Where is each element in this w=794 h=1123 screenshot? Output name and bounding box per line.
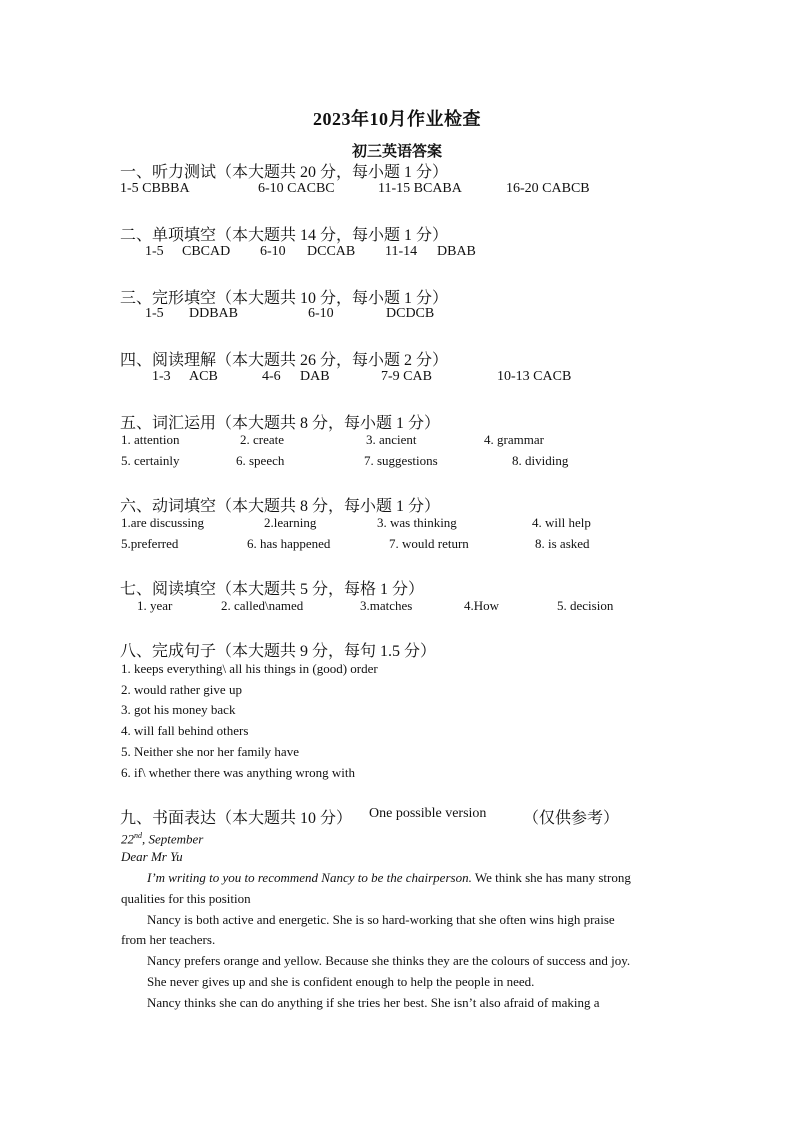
opening-sentence: I’m writing to you to recommend Nancy to be the chairperson. <box>147 870 472 885</box>
sentence-answer: 2. would rather give up <box>121 682 242 697</box>
section-5-heading: 五、词汇运用（本大题共 8 分，每小题 1 分） <box>120 415 441 432</box>
answer-group: 6-10 CACBC <box>258 181 335 196</box>
section-8-heading: 八、完成句子（本大题共 9 分，每句 1.5 分） <box>120 643 437 660</box>
letter-paragraph-1 <box>147 868 631 888</box>
page-subtitle: 初三英语答案 <box>351 144 442 160</box>
section-3-heading: 三、完形填空（本大题共 10 分，每小题 1 分） <box>120 290 449 307</box>
answer-verb: 8. is asked <box>535 536 590 551</box>
section-1-answers <box>0 181 794 201</box>
letter-paragraph-1-continued: qualities for this position <box>121 891 251 906</box>
section-9-heading: 九、书面表达（本大题共 10 分） <box>120 810 353 827</box>
answer-verb: 6. has happened <box>247 536 331 551</box>
letter-greeting: Dear Mr Yu <box>121 849 183 864</box>
answer-range: 1-5 <box>145 244 164 259</box>
answer-range: 1-3 <box>152 369 171 384</box>
answer-range: 6-10 <box>260 244 286 259</box>
answer-word: 6. speech <box>236 453 285 468</box>
letter-date <box>121 826 203 849</box>
answer-range: 6-10 <box>308 306 334 321</box>
sentence-answer: 4. will fall behind others <box>121 723 249 738</box>
sentence-answer: 3. got his money back <box>121 702 236 717</box>
answer-group: 10-13 CACB <box>497 369 572 384</box>
answer-word: 2. called\named <box>221 598 304 613</box>
section-5-answers-row-2 <box>0 453 794 473</box>
answer-letters: DCDCB <box>386 306 435 321</box>
section-7-heading: 七、阅读填空（本大题共 5 分，每格 1 分） <box>120 581 425 598</box>
possible-version-label: One possible version <box>369 806 487 821</box>
letter-paragraph-2-continued: from her teachers. <box>121 932 216 947</box>
answer-word: 4. grammar <box>484 432 544 447</box>
section-4-heading: 四、阅读理解（本大题共 26 分，每小题 2 分） <box>120 352 449 369</box>
letter-paragraph-2: Nancy is both active and energetic. She is so hard-working that she often wins high praise <box>147 912 615 927</box>
letter-paragraph-3: Nancy prefers orange and yellow. Because she thinks they are the colours of success and joy. <box>147 953 631 968</box>
answer-verb: 4. will help <box>532 515 591 530</box>
answer-range: 11-14 <box>385 244 418 259</box>
paragraph-text: We think she has many strong <box>471 870 631 885</box>
answer-word: 1. attention <box>121 432 180 447</box>
answer-verb: 3. was thinking <box>377 515 457 530</box>
sentence-answer: 6. if\ whether there was anything wrong with <box>121 765 355 780</box>
section-2-heading: 二、单项填空（本大题共 14 分，每小题 1 分） <box>120 227 449 244</box>
page-title: 2023年10月作业检查 <box>313 109 481 129</box>
answer-word: 2. create <box>240 432 285 447</box>
answer-verb: 2.learning <box>264 515 317 530</box>
answer-word: 5. certainly <box>121 453 180 468</box>
letter-paragraph-5: Nancy thinks she can do anything if she tries her best. She isn’t also afraid of making a <box>147 995 600 1010</box>
date-day: 22 <box>121 831 134 847</box>
section-2-answers <box>0 244 794 264</box>
answer-letters: DAB <box>300 369 330 384</box>
section-6-heading: 六、动词填空（本大题共 8 分，每小题 1 分） <box>120 498 441 515</box>
answer-word: 4.How <box>464 598 500 613</box>
answer-word: 3. ancient <box>366 432 417 447</box>
answer-word: 3.matches <box>360 598 413 613</box>
answer-group: 1-5 CBBBA <box>120 181 190 196</box>
answer-group: 11-15 BCABA <box>378 181 462 196</box>
answer-letters: DDBAB <box>189 306 239 321</box>
answer-word: 7. suggestions <box>364 453 438 468</box>
date-month: , September <box>142 831 204 847</box>
section-6-answers-row-2 <box>0 536 794 556</box>
answer-letters: CBCAD <box>182 244 231 259</box>
answer-letters: DCCAB <box>307 244 356 259</box>
sentence-answer: 5. Neither she nor her family have <box>121 744 299 759</box>
section-1-heading: 一、听力测试（本大题共 20 分，每小题 1 分） <box>120 164 449 181</box>
answer-range: 4-6 <box>262 369 281 384</box>
date-suffix: nd <box>134 831 142 840</box>
answer-group: 16-20 CABCB <box>506 181 590 196</box>
answer-range: 1-5 <box>145 306 164 321</box>
sentence-answer: 1. keeps everything\ all his things in (good) order <box>121 661 378 676</box>
reference-note: （仅供参考） <box>523 810 620 827</box>
section-3-answers <box>0 306 794 326</box>
answer-letters: DBAB <box>437 244 476 259</box>
section-7-answers <box>0 598 794 618</box>
section-4-answers <box>0 369 794 389</box>
answer-word: 8. dividing <box>512 453 569 468</box>
section-5-answers-row-1 <box>0 432 794 452</box>
answer-verb: 7. would return <box>389 536 469 551</box>
answer-group: 7-9 CAB <box>381 369 432 384</box>
section-6-answers-row-1 <box>0 515 794 535</box>
answer-word: 5. decision <box>557 598 614 613</box>
letter-paragraph-4: She never gives up and she is confident enough to help the people in need. <box>147 974 535 989</box>
answer-verb: 1.are discussing <box>121 515 205 530</box>
answer-word: 1. year <box>137 598 173 613</box>
answer-verb: 5.preferred <box>121 536 179 551</box>
answer-letters: ACB <box>189 369 218 384</box>
